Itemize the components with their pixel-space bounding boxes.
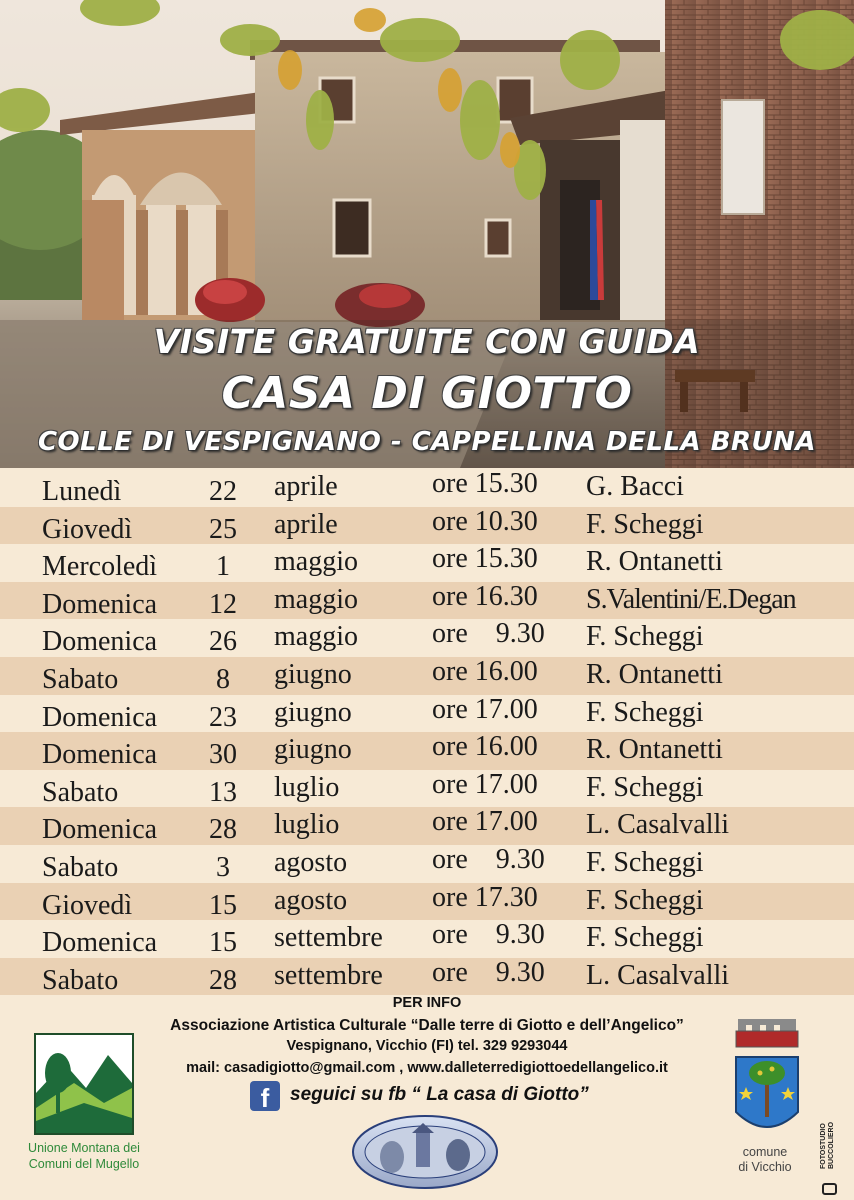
schedule-guide: F. Scheggi	[586, 621, 704, 653]
schedule-month: aprile	[274, 471, 338, 502]
schedule-row	[0, 582, 854, 620]
association-seal	[352, 1115, 498, 1189]
schedule-day: Sabato	[42, 851, 119, 883]
schedule-guide: R. Ontanetti	[586, 546, 723, 578]
unione-montana-logo	[34, 1033, 134, 1135]
schedule-time: ore 9.30	[432, 618, 545, 650]
schedule-guide: L. Casalvalli	[586, 959, 730, 991]
vicchio-crest	[732, 1017, 802, 1145]
schedule-row	[0, 469, 854, 507]
schedule-month: luglio	[274, 771, 340, 803]
schedule-month: giugno	[274, 696, 352, 728]
schedule-day: Domenica	[42, 927, 158, 959]
schedule-date-number: 22	[209, 476, 237, 507]
schedule-date-number: 3	[216, 851, 230, 883]
schedule-time: ore 16.00	[432, 655, 538, 687]
schedule-month: settembre	[274, 922, 383, 954]
schedule-date-number: 26	[209, 626, 237, 658]
schedule-day: Lunedì	[42, 476, 122, 507]
schedule-guide: F. Scheggi	[586, 508, 704, 540]
association-name: Associazione Artistica Culturale “Dalle terre di Giotto e dell’Angelico”	[170, 1017, 684, 1034]
schedule-date-number: 28	[209, 814, 237, 846]
schedule-time: ore 9.30	[432, 956, 545, 988]
schedule-time: ore 17.00	[432, 806, 538, 838]
schedule-date-number: 1	[216, 551, 230, 583]
schedule-guide: F. Scheggi	[586, 771, 704, 803]
facebook-text: seguici su fb “ La casa di Giotto”	[290, 1084, 589, 1105]
schedule-guide: S.Valentini/E.Degan	[586, 583, 796, 615]
info-section	[0, 995, 854, 1200]
schedule-row	[0, 544, 854, 582]
info-heading: PER INFO	[392, 995, 462, 1011]
schedule-day: Domenica	[42, 701, 158, 733]
schedule-date-number: 25	[209, 513, 237, 545]
schedule-day: Giovedì	[42, 889, 133, 921]
hero-photo	[0, 0, 854, 468]
schedule-date-number: 23	[209, 701, 237, 733]
header-subtitle: VISITE GRATUITE CON GUIDA	[153, 322, 701, 361]
schedule-day: Domenica	[42, 588, 158, 620]
schedule-day: Sabato	[42, 964, 119, 996]
schedule-row	[0, 507, 854, 545]
schedule-date-number: 15	[209, 927, 237, 959]
header-title: CASA DI GIOTTO	[221, 368, 633, 419]
schedule-time: ore 16.00	[432, 731, 538, 763]
contact-line[interactable]: mail: casadigiotto@gmail.com , www.dalleterredigiottoedellangelico.it	[186, 1060, 668, 1076]
schedule-guide: F. Scheggi	[586, 922, 704, 954]
schedule-row	[0, 695, 854, 733]
association-address: Vespignano, Vicchio (FI) tel. 329 9293044	[286, 1038, 568, 1054]
schedule-row	[0, 958, 854, 996]
schedule-day: Domenica	[42, 626, 158, 658]
schedule-time: ore 17.00	[432, 768, 538, 800]
schedule-month: maggio	[274, 583, 358, 615]
schedule-date-number: 13	[209, 776, 237, 808]
schedule-time: ore 17.00	[432, 693, 538, 725]
schedule-date-number: 15	[209, 889, 237, 921]
schedule-day: Domenica	[42, 814, 158, 846]
schedule-row	[0, 920, 854, 958]
header-location: COLLE DI VESPIGNANO - CAPPELLINA DELLA BRUNA	[37, 427, 817, 457]
schedule-date-number: 8	[216, 663, 230, 695]
schedule-guide: L. Casalvalli	[586, 809, 730, 841]
schedule-guide: R. Ontanetti	[586, 734, 723, 766]
schedule-time: ore 9.30	[432, 843, 545, 875]
vicchio-caption: comune di Vicchio	[738, 1145, 792, 1174]
facebook-icon: f	[250, 1081, 280, 1111]
schedule-month: aprile	[274, 508, 338, 540]
schedule-month: agosto	[274, 846, 348, 878]
schedule-guide: G. Bacci	[586, 471, 684, 502]
schedule-time: ore 10.30	[432, 505, 538, 537]
schedule-month: maggio	[274, 546, 358, 578]
schedule-row	[0, 619, 854, 657]
schedule-row	[0, 732, 854, 770]
schedule-month: luglio	[274, 809, 340, 841]
schedule-day: Domenica	[42, 739, 158, 771]
schedule-day: Sabato	[42, 776, 119, 808]
schedule-day: Mercoledì	[42, 551, 158, 583]
schedule-date-number: 12	[209, 588, 237, 620]
schedule-month: settembre	[274, 959, 383, 991]
schedule-guide: F. Scheggi	[586, 846, 704, 878]
photo-credit: FOTOSTUDIO BUCCOLIERO	[820, 1121, 835, 1169]
schedule-time: ore 9.30	[432, 919, 545, 951]
schedule-day: Sabato	[42, 663, 119, 695]
schedule-time: ore 17.30	[432, 881, 538, 913]
unione-montana-caption: Unione Montana dei Comuni del Mugello	[28, 1141, 140, 1171]
schedule-month: giugno	[274, 658, 352, 690]
schedule-month: agosto	[274, 884, 348, 916]
schedule-date-number: 28	[209, 964, 237, 996]
schedule-month: giugno	[274, 734, 352, 766]
schedule-time: ore 15.30	[432, 543, 538, 575]
schedule-time: ore 15.30	[432, 468, 538, 499]
schedule-guide: F. Scheggi	[586, 884, 704, 916]
schedule-row	[0, 845, 854, 883]
schedule-guide: R. Ontanetti	[586, 658, 723, 690]
schedule-row	[0, 657, 854, 695]
camera-icon	[822, 1183, 837, 1195]
schedule-date-number: 30	[209, 739, 237, 771]
schedule-time: ore 16.30	[432, 580, 538, 612]
schedule-row	[0, 883, 854, 921]
schedule-row	[0, 770, 854, 808]
visit-schedule	[0, 469, 854, 995]
schedule-day: Giovedì	[42, 513, 133, 545]
schedule-row	[0, 807, 854, 845]
schedule-guide: F. Scheggi	[586, 696, 704, 728]
schedule-month: maggio	[274, 621, 358, 653]
